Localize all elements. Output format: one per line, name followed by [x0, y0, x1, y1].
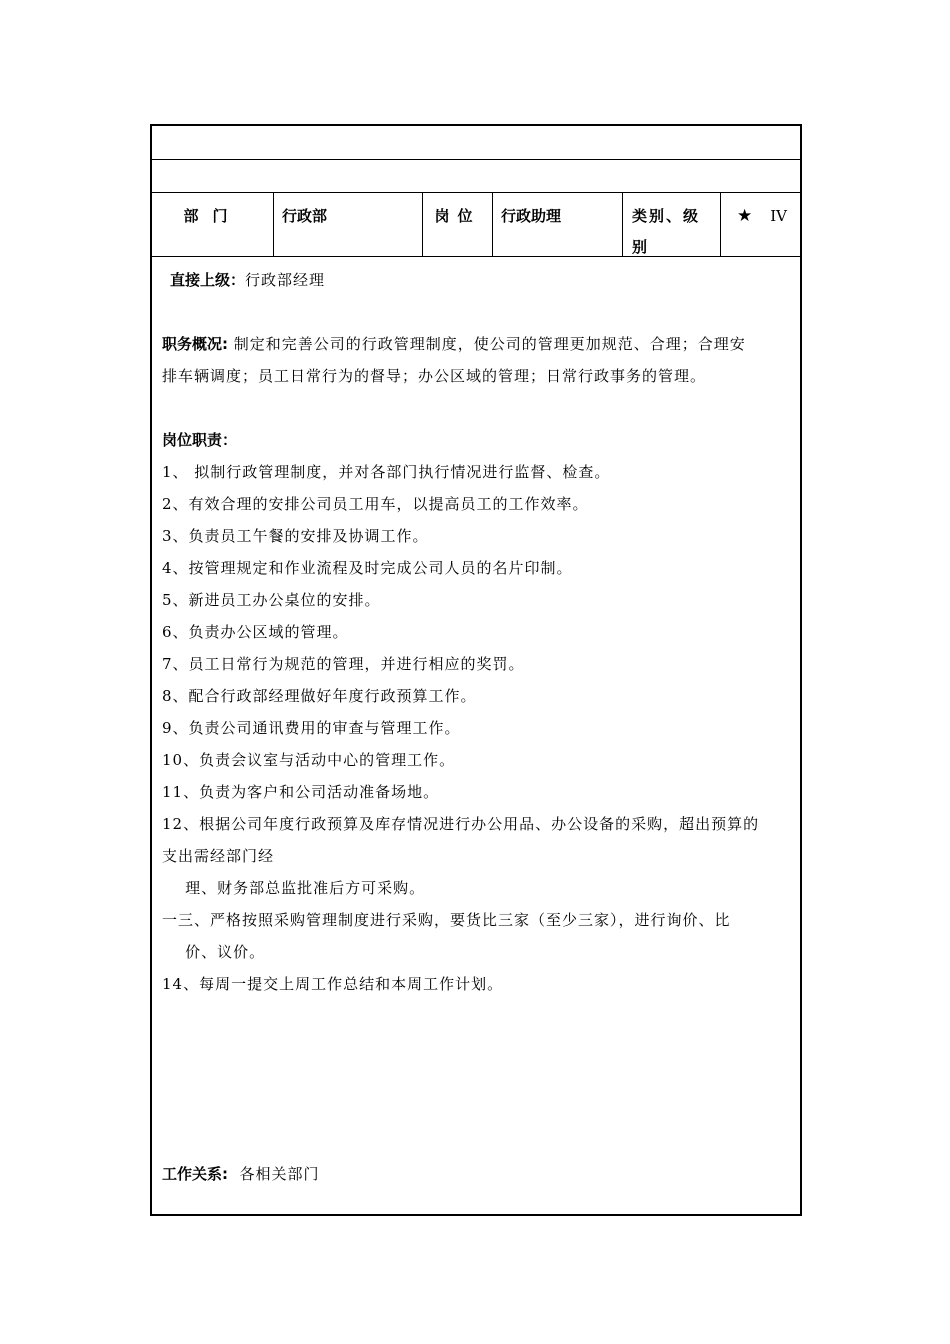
star-icon: ★: [737, 206, 753, 226]
post-value: 行政助理: [493, 193, 623, 256]
duty-item: 3、负责员工午餐的安排及协调工作。: [162, 527, 429, 545]
level-value: IV: [770, 207, 788, 225]
duty-item: 11、负责为客户和公司活动准备场地。: [162, 783, 440, 801]
level-value-cell: [721, 193, 800, 256]
duty-item: 12、根据公司年度行政预算及库存情况进行办公用品、办公设备的采购，超出预算的: [162, 815, 760, 833]
duty-item: 8、配合行政部经理做好年度行政预算工作。: [162, 687, 477, 705]
job-description-table: [150, 124, 802, 1216]
header-row: [152, 193, 800, 257]
duty-item: 2、有效合理的安排公司员工用车，以提高员工的工作效率。: [162, 495, 589, 513]
relations-value: 各相关部门: [239, 1165, 320, 1183]
duty-item: 9、负责公司通讯费用的审查与管理工作。: [162, 719, 461, 737]
relations-line: [162, 1163, 792, 1184]
category-label-line2: 别: [632, 238, 650, 256]
dept-value: 行政部: [274, 193, 423, 256]
superior-label: 直接上级：: [170, 271, 246, 289]
duty-item: 14、每周一提交上周工作总结和本周工作计划。: [162, 975, 504, 993]
empty-title-row: [152, 126, 800, 160]
duty-item: 4、按管理规定和作业流程及时完成公司人员的名片印制。: [162, 559, 573, 577]
duty-item: 支出需经部门经: [162, 847, 275, 865]
overview-label: 职务概况:: [162, 335, 228, 353]
duty-item: 价、议价。: [162, 943, 266, 961]
duty-item: 10、负责会议室与活动中心的管理工作。: [162, 751, 456, 769]
relations-label: 工作关系:: [162, 1165, 228, 1183]
duty-item: 1、 拟制行政管理制度，并对各部门执行情况进行监督、检查。: [162, 463, 611, 481]
duty-item: 6、负责办公区域的管理。: [162, 623, 349, 641]
empty-subtitle-row: [152, 160, 800, 193]
duties-heading: 岗位职责：: [162, 431, 238, 449]
category-label: [623, 193, 721, 256]
category-label-line1: 类别、级: [632, 207, 701, 225]
overview-text-1: 制定和完善公司的行政管理制度，使公司的管理更加规范、合理；合理安: [233, 335, 746, 353]
superior-line: [170, 269, 800, 290]
overview-line-2: 排车辆调度；员工日常行为的督导；办公区域的管理；日常行政事务的管理。: [162, 367, 707, 385]
dept-label: 部门: [152, 193, 274, 256]
duty-item: 理、财务部总监批准后方可采购。: [162, 879, 426, 897]
duty-item: 7、员工日常行为规范的管理，并进行相应的奖罚。: [162, 655, 525, 673]
post-label: 岗位: [423, 193, 493, 256]
duty-item: 5、新进员工办公桌位的安排。: [162, 591, 381, 609]
duty-item: 一三、严格按照采购管理制度进行采购，要货比三家（至少三家），进行询价、比: [162, 911, 731, 929]
superior-value: 行政部经理: [245, 271, 326, 289]
overview-line-1: [162, 333, 792, 354]
